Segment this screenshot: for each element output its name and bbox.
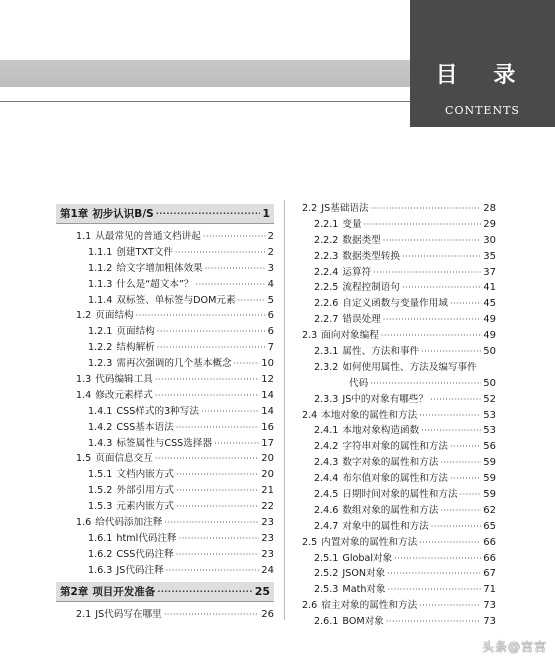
toc-leader-dots [394,554,481,563]
toc-entry-title: 结构解析 [116,342,155,354]
toc-entry-row [56,450,274,466]
toc-entry-title: 页面结构 [116,326,155,338]
toc-page-number: 73 [483,600,496,612]
toc-entry-row [56,371,274,387]
toc-entry-row [296,248,496,264]
toc-entry-number: 2.4.6 [314,504,339,516]
toc-entry-title: 变量 [342,218,362,230]
toc-entry-number: 2.1 [76,608,92,620]
toc-page-number: 41 [483,282,496,294]
toc-page-number: 73 [483,616,496,628]
toc-page-number: 23 [261,532,274,544]
toc-entry-row [296,232,496,248]
toc-entry-number: 1.6.2 [88,548,113,560]
toc-page-number: 25 [254,584,270,598]
toc-leader-dots [388,585,482,594]
toc-leader-dots [234,359,260,368]
toc-entry-number: 2.2.1 [314,218,339,230]
toc-leader-dots [214,439,259,448]
toc-entry-title: 代码编辑工具 [95,374,153,386]
toc-leader-dots [402,283,481,292]
toc-leader-dots [419,601,481,610]
toc-entry-title: 标签属性与CSS选择器 [116,437,213,449]
toc-entry-title: 给文字增加粗体效果 [116,262,203,274]
toc-entry-title: 面向对象编程 [321,330,379,342]
toc-entry-number: 2.3.2 [314,361,339,373]
toc-entry-title: CSS代码注释 [116,548,174,560]
toc-entry-row [296,486,496,502]
toc-entry-title: JS代码注释 [116,564,164,576]
toc-leader-dots [205,264,266,273]
toc-page-number: 20 [261,469,274,481]
toc-entry-row [56,387,274,403]
toc-entry-title: 创建TXT文件 [116,246,173,258]
toc-entry-number: 1.6.3 [88,564,113,576]
toc-entry-title: 宿主对象的属性和方法 [321,600,418,612]
toc-page-number: 22 [261,501,274,513]
toc-leader-dots [387,569,481,578]
toc-page-number: 49 [483,330,496,342]
toc-entry-row [296,422,496,438]
toc-entry-number: 1.4.2 [88,421,113,433]
toc-entry-title: Math对象 [342,584,386,596]
toc-entry-row [296,502,496,518]
toc-entry-number: 1.5.2 [88,485,113,497]
toc-entry-number: 1.5.3 [88,501,113,513]
toc-entry-title: 双标签、单标签与DOM元素 [116,294,236,306]
toc-entry-title: 文档内嵌方式 [116,469,174,481]
toc-entry-row [296,565,496,581]
toc-page-number: 4 [267,278,274,290]
toc-entry-row [56,419,274,435]
toc-page-number: 20 [261,453,274,465]
toc-entry-number: 1.1.1 [88,246,113,258]
toc-entry-number: 1.1.4 [88,294,113,306]
toc-page-number: 10 [261,358,274,370]
toc-leader-dots [166,566,260,575]
toc-entry-row [296,534,496,550]
page-title: 目 录 [435,63,530,88]
toc-entry-title: 数据类型 [342,234,381,246]
toc-entry-number: 2.4.7 [314,520,339,532]
toc-entry-title: 修改元素样式 [95,389,153,401]
toc-entry-row [56,276,274,292]
toc-entry-row [56,292,274,308]
toc-leader-dots [419,411,481,420]
toc-leader-dots [164,518,259,527]
toc-page-number: 14 [261,389,274,401]
toc-entry-row [56,307,274,323]
toc-leader-dots [155,375,259,384]
toc-entry-number: 1.5.1 [88,469,113,481]
toc-chapter-row [56,204,274,224]
toc-page-number: 5 [267,294,274,306]
toc-leader-dots [176,550,260,559]
toc-entry-number: 2.3.1 [314,346,339,358]
toc-page-number: 65 [483,520,496,532]
toc-entry-title: 运算符 [342,266,372,278]
toc-entry-number: 2.4.3 [314,457,339,469]
toc-leader-dots [164,610,260,619]
toc-entry-title: 从最常见的普通文档讲起 [95,231,201,242]
toc-leader-dots [386,617,481,626]
toc-entry-number: 1.2.3 [88,358,113,370]
toc-entry-number: 1.2.1 [88,326,113,338]
toc-leader-dots [155,454,259,463]
toc-page-number: 59 [483,473,496,485]
toc-entry-row [56,244,274,260]
toc-entry-number: 第1章 [60,208,89,220]
toc-entry-title: 内置对象的属性和方法 [321,536,418,548]
toc-entry-row [56,339,274,355]
toc-page-number: 67 [483,568,496,580]
toc-entry-number: 1.4.3 [88,437,113,449]
toc-entry-title: JSON对象 [342,568,386,580]
toc-page-number: 49 [483,314,496,326]
toc-entry-row [296,359,496,375]
toc-entry-title: 对象中的属性和方法 [342,520,429,532]
toc-entry-number: 2.3.3 [314,393,339,405]
toc-page-number: 6 [267,310,274,322]
toc-entry-number: 1.1 [76,231,92,242]
toc-entry-title: 页面信息交互 [95,453,153,465]
toc-leader-dots [156,209,261,218]
toc-page-number: 30 [483,234,496,246]
toc-leader-dots [450,474,481,483]
toc-leader-dots [201,407,259,416]
toc-entry-row [296,438,496,454]
toc-leader-dots [421,426,481,435]
toc-entry-number: 2.2.5 [314,282,339,294]
toc-page-number: 52 [483,393,496,405]
toc-page-number: 59 [483,457,496,469]
toc-right-column [296,200,496,629]
toc-entry-title: Global对象 [342,552,393,564]
toc-page-number: 17 [261,437,274,449]
toc-entry-number: 2.6.1 [314,616,339,628]
toc-page-number: 50 [483,346,496,358]
toc-leader-dots [371,204,482,213]
page-subtitle: CONTENTS [445,104,520,117]
toc-page-number: 2 [267,246,274,258]
toc-entry-number: 2.5.1 [314,552,339,564]
toc-leader-dots [136,311,266,320]
toc-entry-number: 2.4 [302,409,318,421]
toc-entry-row [56,562,274,578]
toc-entry-row [296,518,496,534]
toc-entry-row [56,514,274,530]
toc-page-number: 6 [267,326,274,338]
toc-entry-title: 需再次强调的几个基本概念 [116,358,232,370]
toc-entry-number: 1.6.1 [88,532,113,544]
toc-entry-title: 代码 [349,377,369,389]
toc-entry-number: 1.2 [76,310,92,322]
toc-entry-title: 项目开发准备 [92,585,156,598]
toc-entry-row [56,260,274,276]
toc-page-number: 26 [261,608,274,620]
toc-entry-number: 2.2.7 [314,314,339,326]
toc-page-number: 21 [261,485,274,497]
toc-entry-title: 给代码添加注释 [95,517,163,529]
toc-entry-number: 1.1.2 [88,262,113,274]
toc-entry-title: 流程控制语句 [342,282,400,294]
toc-entry-number: 2.4.1 [314,425,339,437]
toc-leader-dots [440,458,481,467]
toc-page-number: 50 [483,377,496,389]
toc-page-number: 1 [262,207,270,220]
toc-leader-dots [402,252,481,261]
toc-leader-dots [155,391,259,400]
toc-leader-dots [176,502,259,511]
toc-entry-title: html代码注释 [116,532,177,544]
toc-entry-row [296,391,496,407]
toc-entry-title: 字符串对象的属性和方法 [342,441,448,453]
toc-leader-dots [175,248,266,257]
toc-entry-number: 1.6 [76,517,92,529]
toc-leader-dots [373,268,481,277]
toc-page-number: 37 [483,266,496,278]
toc-entry-row [56,323,274,339]
toc-page-number: 53 [483,409,496,421]
toc-entry-title: CSS基本语法 [116,421,174,433]
toc-entry-number: 第2章 [60,585,89,598]
toc-leader-dots [157,587,252,596]
toc-page-number: 16 [261,421,274,433]
toc-leader-dots [176,423,260,432]
toc-entry-title: 自定义函数与变量作用域 [342,298,448,310]
toc-entry-row [296,550,496,566]
toc-left-column [56,200,274,621]
toc-entry-number: 2.2 [302,203,318,214]
toc-entry-number: 2.2.2 [314,234,339,246]
toc-entry-title: 布尔值对象的属性和方法 [342,473,448,485]
toc-entry-row [296,327,496,343]
toc-leader-dots [383,315,481,324]
toc-leader-dots [383,236,481,245]
toc-entry-row [296,613,496,629]
toc-leader-dots [176,470,259,479]
toc-page-number: 71 [483,584,496,596]
toc-entry-row [296,200,496,216]
header-rule [0,101,410,102]
toc-entry-title: JS代码写在哪里 [95,608,162,620]
toc-leader-dots [157,343,266,352]
toc-page-number: 23 [261,517,274,529]
toc-entry-row [296,295,496,311]
toc-entry-number: 1.1.3 [88,278,113,290]
toc-entry-row [56,355,274,371]
toc-entry-title: JS基础语法 [321,203,369,214]
toc-leader-dots [176,486,259,495]
toc-entry-title: 如何使用属性、方法及编写事件 [342,361,477,373]
toc-entry-title: 数组对象的属性和方法 [342,504,439,516]
toc-entry-number: 2.2.3 [314,250,339,262]
toc-leader-dots [450,442,481,451]
toc-leader-dots [203,232,266,241]
toc-entry-title: 本地对象的属性和方法 [321,409,418,421]
toc-leader-dots [430,395,481,404]
toc-entry-title: 初步认识B/S [92,208,154,220]
toc-entry-number: 1.3 [76,374,92,386]
toc-entry-title: 数字对象的属性和方法 [342,457,439,469]
toc-entry-number: 2.4.5 [314,489,339,501]
toc-entry-title: 本地对象构造函数 [342,425,420,437]
toc-entry-title: 错误处理 [342,314,381,326]
toc-page-number: 3 [267,262,274,274]
toc-entry-number: 1.2.2 [88,342,113,354]
toc-entry-row [296,216,496,232]
toc-page-number: 14 [261,405,274,417]
toc-entry-row [296,279,496,295]
toc-page-number: 23 [261,548,274,560]
toc-entry-row [56,403,274,419]
toc-entry-number: 2.6 [302,600,318,612]
toc-entry-row [296,264,496,280]
toc-entry-row [56,228,274,244]
toc-entry-row [296,454,496,470]
toc-entry-row [296,597,496,613]
toc-entry-row [296,470,496,486]
toc-page-number: 59 [483,489,496,501]
toc-entry-row [56,530,274,546]
toc-leader-dots [419,538,481,547]
toc-entry-title: 日期时间对象的属性和方法 [342,489,458,501]
toc-entry-number: 2.3 [302,330,318,342]
toc-leader-dots [431,522,482,531]
toc-page-number: 66 [483,536,496,548]
contents-title-box [410,0,555,127]
toc-entry-row [56,482,274,498]
toc-entry-number: 2.4.4 [314,473,339,485]
toc-entry-title: CSS样式的3种写法 [116,405,199,417]
toc-leader-dots [450,299,481,308]
toc-entry-row [296,581,496,597]
toc-entry-number: 2.2.4 [314,266,339,278]
toc-entry-row [296,311,496,327]
toc-leader-dots [421,347,481,356]
toc-entry-title: JS中的对象有哪些？ [342,393,429,405]
toc-leader-dots [440,506,481,515]
toc-entry-number: 2.4.2 [314,441,339,453]
toc-page-number: 12 [261,374,274,386]
toc-leader-dots [460,490,482,499]
toc-entry-number: 2.5.2 [314,568,339,580]
toc-leader-dots [238,296,266,305]
toc-entry-row [296,375,496,391]
toc-entry-row [56,435,274,451]
toc-entry-row [296,343,496,359]
toc-entry-row [296,407,496,423]
toc-leader-dots [157,327,266,336]
toc-entry-row [56,466,274,482]
toc-page-number: 66 [483,552,496,564]
toc-page-number: 2 [267,231,274,242]
toc-page-number: 53 [483,425,496,437]
toc-entry-number: 1.4.1 [88,405,113,417]
toc-entry-title: 元素内嵌方式 [116,501,174,513]
toc-page-number: 28 [483,203,496,214]
watermark: 头条@宫宫 [481,640,547,654]
toc-page-number: 7 [267,342,274,354]
toc-entry-title: 外部引用方式 [116,485,174,497]
toc-page-number: 24 [261,564,274,576]
toc-page-number: 45 [483,298,496,310]
toc-page-number: 29 [483,218,496,230]
toc-entry-number: 1.5 [76,453,92,465]
toc-leader-dots [179,534,260,543]
toc-leader-dots [364,220,482,229]
toc-entry-row [56,546,274,562]
toc-entry-title: 数据类型转换 [342,250,400,262]
toc-entry-title: 属性、方法和事件 [342,346,420,358]
toc-leader-dots [370,379,481,388]
toc-page-number: 62 [483,504,496,516]
toc-entry-title: 页面结构 [95,310,134,322]
toc-leader-dots [381,331,481,340]
toc-chapter-row [56,582,274,602]
toc-entry-title: BOM对象 [342,616,384,628]
toc-page-number: 56 [483,441,496,453]
toc-entry-row [56,606,274,622]
toc-entry-title: 什么是“超文本”？ [116,278,194,290]
toc-entry-number: 2.5 [302,536,318,548]
toc-entry-row [56,498,274,514]
toc-page-number: 35 [483,250,496,262]
toc-leader-dots [196,280,266,289]
toc-entry-number: 1.4 [76,389,92,401]
toc-entry-number: 2.5.3 [314,584,339,596]
toc-entry-number: 2.2.6 [314,298,339,310]
